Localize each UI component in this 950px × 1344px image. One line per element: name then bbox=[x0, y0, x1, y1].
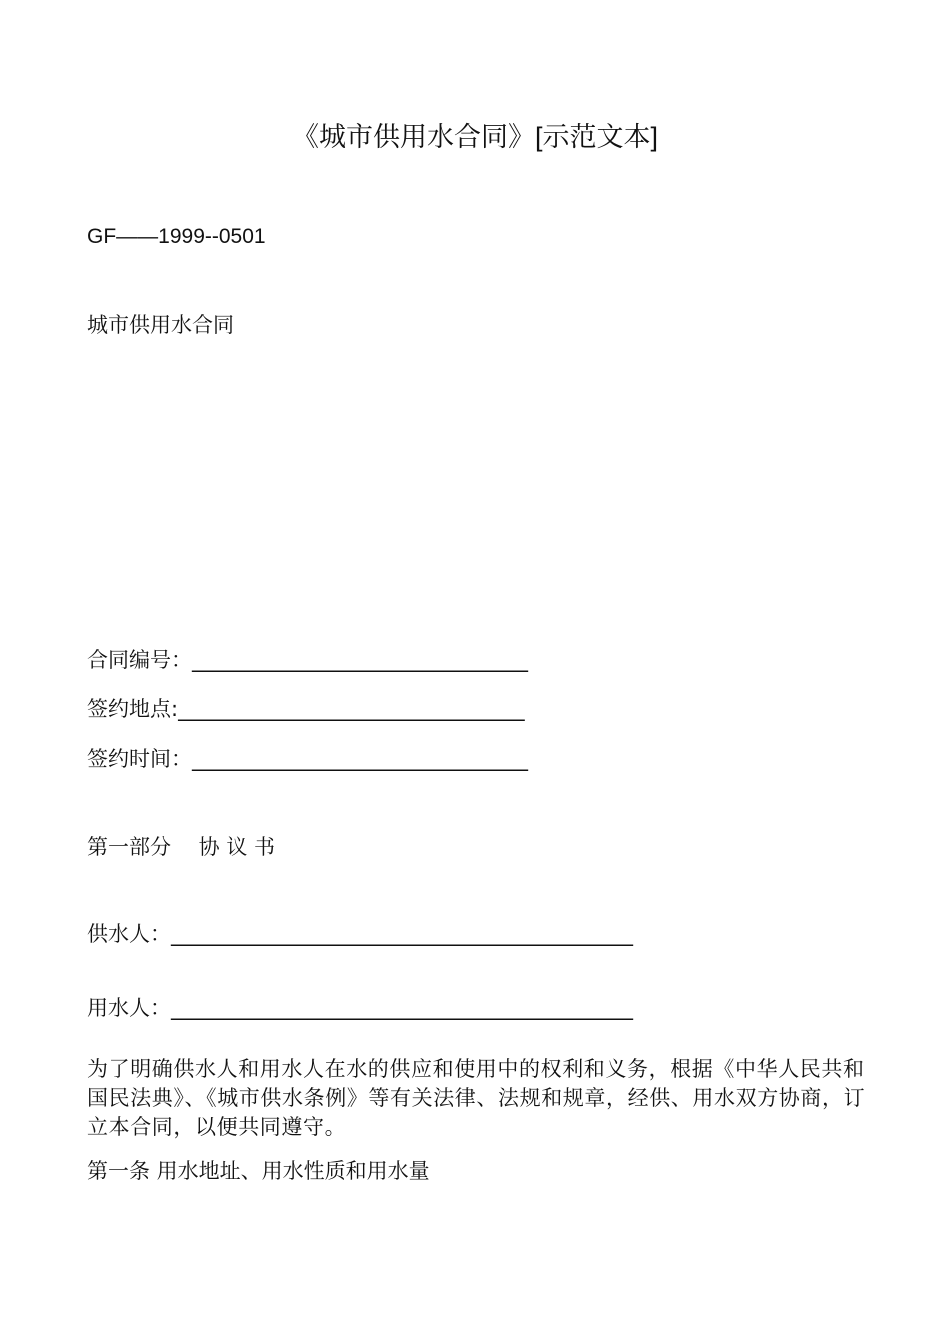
signing-time-field: 签约时间：________________________________ bbox=[87, 747, 528, 771]
water-user-field: 用水人：____________________________________________ bbox=[87, 996, 633, 1020]
signing-place-field: 签约地点:_________________________________ bbox=[87, 697, 525, 721]
water-supplier-field: 供水人：____________________________________________ bbox=[87, 922, 633, 946]
contract-subtitle: 城市供用水合同 bbox=[87, 313, 234, 337]
contract-number-field: 合同编号：________________________________ bbox=[87, 648, 528, 672]
preamble-paragraph: 为了明确供水人和用水人在水的供应和使用中的权利和义务，根据《中华人民共和国民法典》、《城市供水条例》等有关法律、法规和规章，经供、用水双方协商，订立本合同，以便共同遵守。 bbox=[87, 1057, 866, 1139]
article-1-heading: 第一条 用水地址、用水性质和用水量 bbox=[87, 1159, 430, 1183]
document-title: 《城市供用水合同》[示范文本] bbox=[291, 122, 658, 152]
part-heading: 第一部分 协 议 书 bbox=[87, 835, 276, 859]
contract-code: GF——1999--0501 bbox=[87, 225, 266, 248]
